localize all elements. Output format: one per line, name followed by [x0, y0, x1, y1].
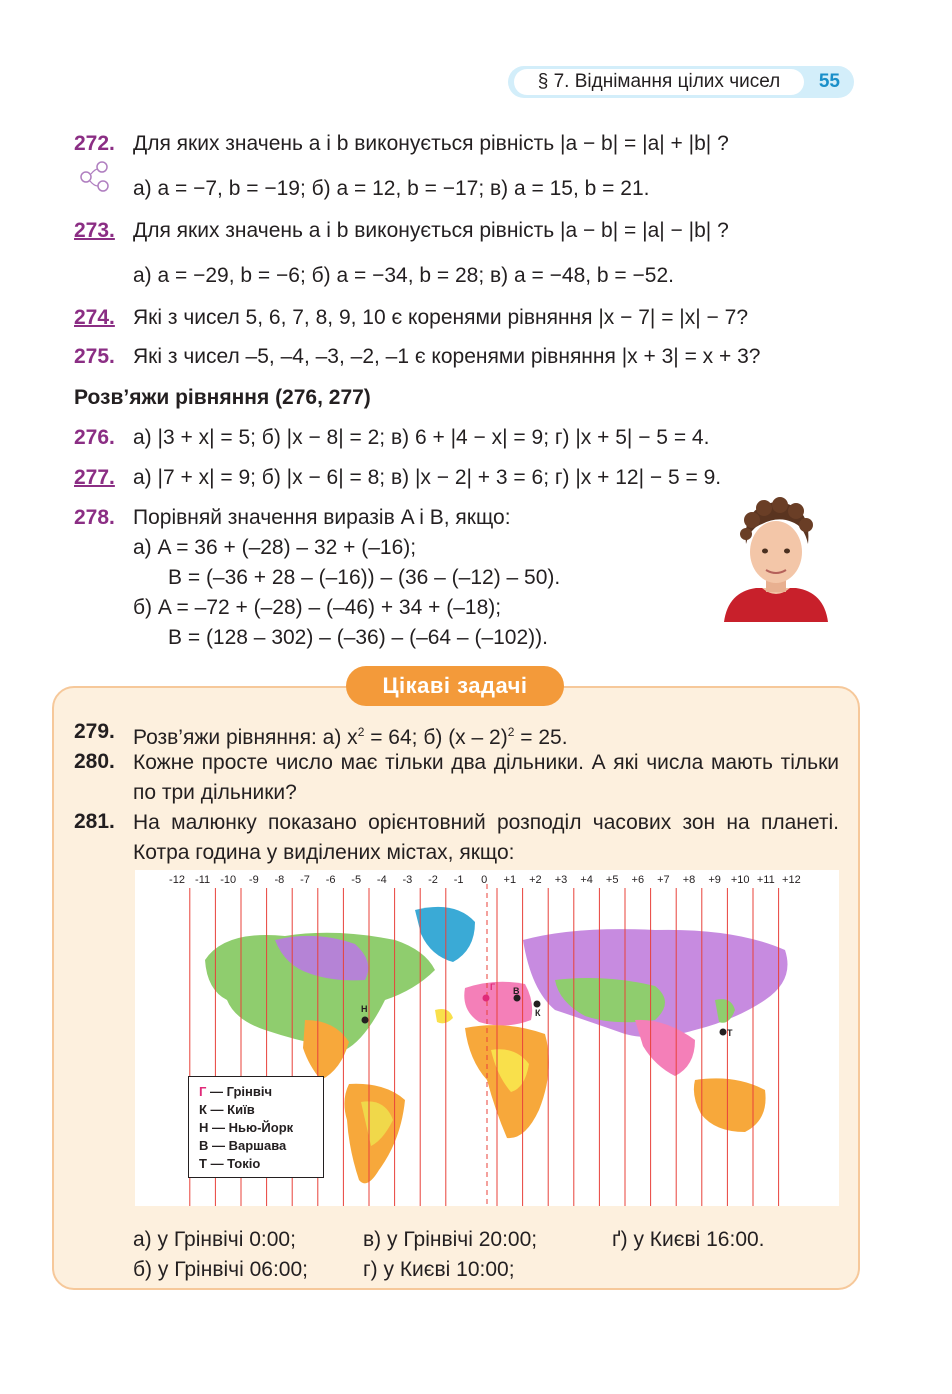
- timezone-label: +10: [730, 874, 750, 886]
- section-heading: Розв’яжи рівняння (276, 277): [74, 386, 371, 409]
- timezone-label: +4: [580, 874, 593, 886]
- problem-number: 281.: [74, 810, 115, 833]
- problem-number: 275.: [74, 345, 115, 368]
- answer-a: а) у Грінвічі 0:00;: [133, 1228, 296, 1251]
- problem-text: Для яких значень a і b виконується рівність |a − b| = |a| + |b| ?: [133, 132, 729, 155]
- problem-text: Які з чисел 5, 6, 7, 8, 9, 10 є коренями рівняння |x − 7| = |x| − 7?: [133, 306, 748, 329]
- problem-number: 277.: [74, 466, 115, 489]
- map-legend: [188, 1076, 324, 1178]
- timezone-label: +9: [708, 874, 721, 886]
- expression: B = (128 – 302) – (–36) – (–64 – (–102)).: [168, 626, 548, 649]
- legend-item-warsaw: В — Варшава: [199, 1138, 287, 1153]
- legend-item-new-york: Н — Нью-Йорк: [199, 1120, 294, 1135]
- problem-text: Які з чисел –5, –4, –3, –2, –1 є коренями рівняння |x + 3| = x + 3?: [133, 345, 761, 368]
- marker-label-v: В: [513, 986, 520, 996]
- marker-label-n: Н: [361, 1004, 368, 1014]
- city-marker-tokyo: [720, 1029, 727, 1036]
- city-marker-new-york: [362, 1017, 369, 1024]
- problem-text: Порівняй значення виразів A і B, якщо:: [133, 506, 511, 529]
- timezone-label: -9: [248, 874, 259, 886]
- problem-number: 276.: [74, 426, 115, 449]
- marker-label-t: Т: [727, 1028, 733, 1038]
- page-header: [508, 66, 854, 98]
- problem-number: 272.: [74, 132, 115, 155]
- problem-text: а) a = −29, b = −6; б) a = −34, b = 28; в) a = −48, b = −52.: [133, 264, 674, 287]
- panel-title: Цікаві задачі: [346, 666, 564, 706]
- timezone-label: +11: [756, 874, 775, 886]
- legend-item-tokyo: Т — Токіо: [199, 1156, 261, 1171]
- timezone-label: -4: [376, 874, 387, 886]
- marker-label-k: К: [535, 1008, 541, 1018]
- problem-number: 274.: [74, 306, 115, 329]
- problem-text: Кожне просте число має тільки два дільники. А які числа мають тільки по три дільники?: [133, 751, 839, 804]
- timezone-label: +2: [529, 874, 542, 886]
- timezone-label: -10: [220, 874, 237, 886]
- problem-text: а) a = −7, b = −19; б) a = 12, b = −17; в) a = 15, b = 21.: [133, 177, 650, 200]
- timezone-label: -1: [453, 874, 464, 886]
- problem-text: Для яких значень a і b виконується рівність |a − b| = |a| − |b| ?: [133, 219, 729, 242]
- timezone-label: +12: [782, 874, 801, 886]
- page-number: 55: [818, 71, 840, 92]
- problem-number: 273.: [74, 219, 115, 242]
- answer-g2: ґ) у Києві 16:00.: [612, 1228, 765, 1251]
- problem-text: На малюнку показано орієнтовний розподіл часових зон на планеті. Котра година у виділених містах, якщо:: [133, 811, 839, 864]
- timezone-label: +6: [631, 874, 645, 886]
- timezone-label: +5: [605, 874, 619, 886]
- timezone-label: -12: [169, 874, 185, 886]
- answer-b: б) у Грінвічі 06:00;: [133, 1258, 308, 1281]
- expression: б) A = –72 + (–28) – (–46) + 34 + (–18);: [133, 596, 502, 619]
- timezone-label: 0: [481, 874, 488, 886]
- timezone-label: -8: [274, 874, 285, 886]
- timezone-label: -3: [402, 874, 413, 886]
- timezone-label: -6: [325, 874, 336, 886]
- timezone-label: -7: [300, 874, 310, 886]
- answer-g: г) у Києві 10:00;: [363, 1258, 515, 1281]
- problem-text: Розв’яжи рівняння: а) $x^2 = 64$; б) (x – 2)$^2$ = 25.: [133, 725, 568, 749]
- problem-number: 280.: [74, 750, 115, 773]
- boy-portrait-image: [722, 496, 830, 622]
- timezone-label: +7: [657, 874, 670, 886]
- problem-number: 279.: [74, 720, 115, 743]
- answer-v: в) у Грінвічі 20:00;: [363, 1228, 538, 1251]
- legend-item-greenwich: Г — Грінвіч: [199, 1084, 273, 1099]
- timezone-label: +8: [682, 874, 696, 886]
- legend-item-kyiv: К — Київ: [199, 1102, 255, 1117]
- marker-label-g: Г: [490, 982, 496, 992]
- timezone-label: -5: [351, 874, 362, 886]
- timezone-label: +3: [554, 874, 568, 886]
- city-marker-greenwich: [483, 995, 490, 1002]
- timezone-label: +1: [503, 874, 517, 886]
- section-title: § 7. Віднімання цілих чисел: [514, 69, 804, 95]
- problem-number: 278.: [74, 506, 115, 529]
- problem-text: а) |3 + x| = 5; б) |x − 8| = 2; в) 6 + |4 − x| = 9; г) |x + 5| − 5 = 4.: [133, 426, 710, 449]
- city-marker-kyiv: [534, 1001, 541, 1008]
- expression: B = (–36 + 28 – (–16)) – (36 – (–12) – 50).: [168, 566, 561, 589]
- group-work-icon: [78, 160, 112, 194]
- problem-text: а) |7 + x| = 9; б) |x − 6| = 8; в) |x − 2| + 3 = 6; г) |x + 12| − 5 = 9.: [133, 466, 722, 489]
- timezone-label: -2: [428, 874, 438, 886]
- timezone-label: -11: [195, 874, 211, 886]
- expression: а) A = 36 + (–28) – 32 + (–16);: [133, 536, 417, 559]
